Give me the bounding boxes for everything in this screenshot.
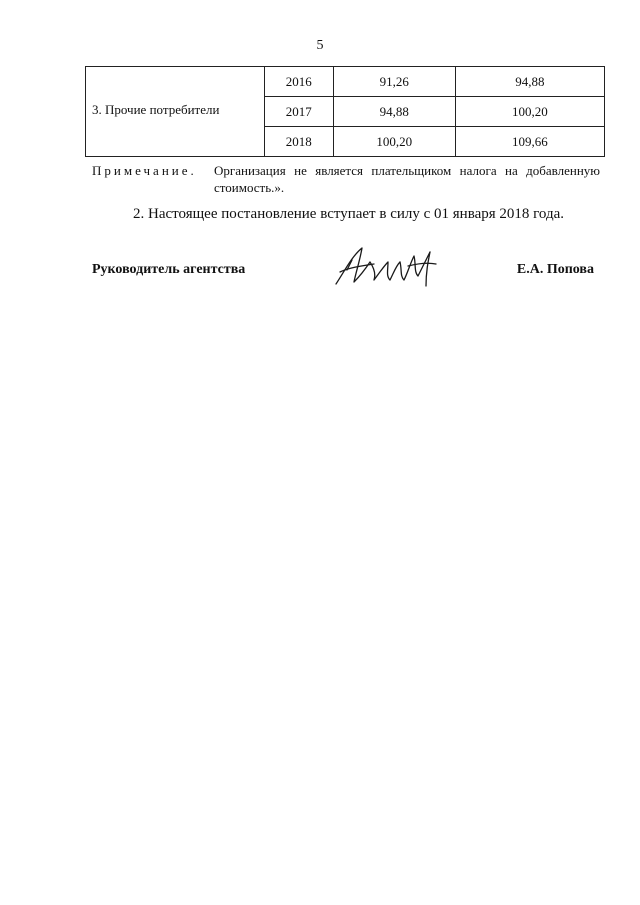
year-cell: 2018 — [264, 127, 333, 157]
clause-text: 2. Настоящее постановление вступает в силу с 01 января 2018 года. — [133, 206, 565, 222]
tariff-value-cell: 94,88 — [333, 97, 455, 127]
signatory-name: Е.А. Попова — [516, 262, 594, 277]
note-text: Организация не является плательщиком налога на добавленную стоимость.». — [214, 163, 600, 195]
signatory-role: Руководитель агентства — [92, 262, 246, 277]
signature-block — [92, 242, 600, 302]
page-number: 5 — [316, 38, 324, 53]
note-label: Примечание. — [92, 163, 197, 178]
consumer-category-cell: 3. Прочие потребители — [86, 67, 265, 157]
tariff-value-cell: 100,20 — [455, 97, 604, 127]
tariff-value-cell: 100,20 — [333, 127, 455, 157]
tariff-value-cell: 94,88 — [455, 67, 604, 97]
tariff-value-cell: 91,26 — [333, 67, 455, 97]
year-cell: 2016 — [264, 67, 333, 97]
tariff-table — [85, 66, 605, 157]
year-cell: 2017 — [264, 97, 333, 127]
handwritten-signature-icon — [330, 242, 440, 290]
table-row — [86, 67, 605, 97]
tariff-value-cell: 109,66 — [455, 127, 604, 157]
